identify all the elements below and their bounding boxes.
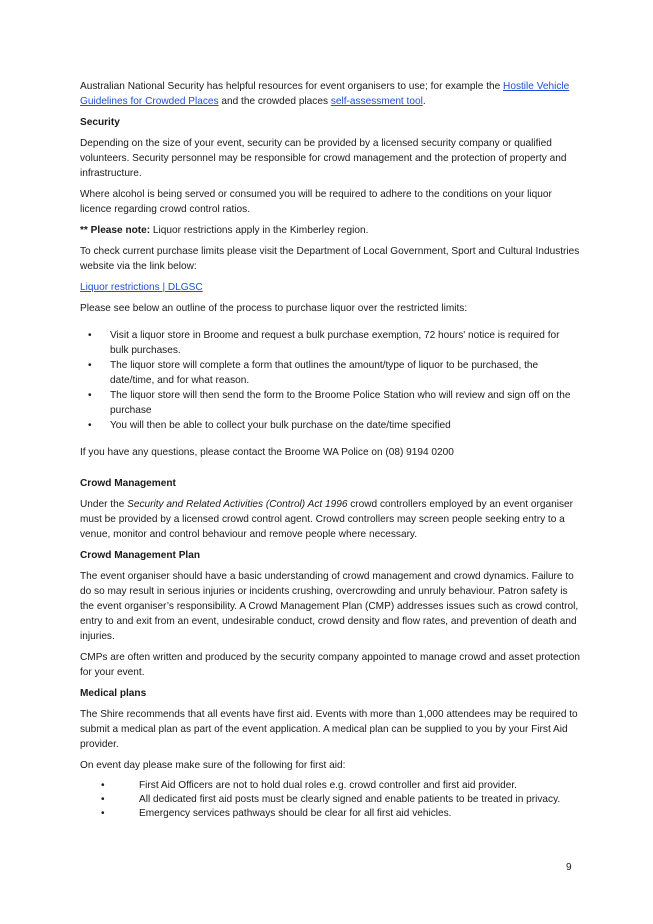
- intro-text-mid: and the crowded places: [218, 96, 331, 107]
- security-paragraph-2: Where alcohol is being served or consumed you will be required to adhere to the conditions on your liquor licence regarding crowd control ratios.: [80, 189, 552, 215]
- crowd-management-plan-heading: Crowd Management Plan: [80, 550, 201, 561]
- security-paragraph-1: Depending on the size of your event, security can be provided by a licensed security company or qualified volunteers. Security personnel may be responsible for crowd management and the protection of property and infrastructure.: [80, 138, 567, 179]
- crowd-management-heading: Crowd Management: [80, 478, 176, 489]
- page-number: 9: [566, 862, 572, 873]
- intro-text-end: .: [422, 96, 426, 107]
- crowd-text-end: crowd controllers employed by an event organiser must be provided by a licensed crowd control agent. Crowd controllers may screen people seeking entry to a venue, monitor and control behaviour and remove people where necessary.: [80, 499, 573, 540]
- first-aid-list: [80, 779, 580, 821]
- note-text: Liquor restrictions apply in the Kimberley region.: [150, 225, 369, 236]
- medical-paragraph-2: On event day please make sure of the following for first aid:: [80, 760, 346, 771]
- security-heading: Security: [80, 117, 120, 128]
- crowd-text: Under the: [80, 499, 128, 510]
- page-content: [80, 79, 580, 821]
- intro-text: Australian National Security has helpful resources for event organisers to use; for example the: [80, 81, 504, 92]
- hostile-vehicle-guidelines-link[interactable]: Hostile Vehicle Guidelines for Crowded Places: [80, 81, 570, 107]
- intro-paragraph: [80, 79, 580, 109]
- list-item: • The liquor store will complete a form that outlines the amount/type of liquor to be purchased, the date/time, and for what reason.: [80, 358, 580, 388]
- liquor-restrictions-link[interactable]: Liquor restrictions | DLGSC: [80, 282, 203, 293]
- medical-paragraph-1: The Shire recommends that all events have first aid. Events with more than 1,000 attendees may be required to submit a medical plan as part of the event application. A medical plan can be supplied to you by your First Aid provider.: [80, 709, 578, 750]
- crowd-management-paragraph: [80, 497, 580, 542]
- list-item: • The liquor store will then send the form to the Broome Police Station who will review and sign off on the purchase: [80, 388, 580, 418]
- list-item: • You will then be able to collect your bulk purchase on the date/time specified: [80, 418, 580, 433]
- security-paragraph-4: Please see below an outline of the process to purchase liquor over the restricted limits:: [80, 303, 468, 314]
- note-label: ** Please note:: [80, 225, 151, 236]
- police-contact-paragraph: If you have any questions, please contact the Broome WA Police on (08) 9194 0200: [80, 447, 454, 458]
- liquor-note: [80, 223, 580, 238]
- self-assessment-tool-link[interactable]: self-assessment tool: [330, 96, 423, 107]
- list-item: • Visit a liquor store in Broome and request a bulk purchase exemption, 72 hours' notice is required for bulk purchases.: [80, 328, 580, 358]
- list-item: • First Aid Officers are not to hold dual roles e.g. crowd controller and first aid provider.: [80, 779, 580, 793]
- list-item: • Emergency services pathways should be clear for all first aid vehicles.: [80, 807, 580, 821]
- list-item: • All dedicated first aid posts must be clearly signed and enable patients to be treated in privacy.: [80, 793, 580, 807]
- cmp-paragraph-1: The event organiser should have a basic understanding of crowd management and crowd dynamics. Failure to do so may result in serious injuries or incidents crushing, overcrowding and unruly behaviour. Patron safety is the event organiser’s responsibility. A Crowd Management Plan (CMP) addresses issues such as crowd control, entry to and exit from an event, undesirable conduct, crowd density and flow rates, and prevention of death and injuries.: [80, 571, 579, 642]
- security-paragraph-3: To check current purchase limits please visit the Department of Local Government, Sport and Cultural Industries website via the link below:: [80, 246, 580, 272]
- cmp-paragraph-2: CMPs are often written and produced by the security company appointed to manage crowd and asset protection for your event.: [80, 652, 580, 678]
- medical-plans-heading: Medical plans: [80, 688, 147, 699]
- act-title: Security and Related Activities (Control) Act 1996: [127, 499, 348, 510]
- liquor-process-list: [80, 328, 580, 433]
- liquor-restrictions-paragraph: [80, 280, 580, 295]
